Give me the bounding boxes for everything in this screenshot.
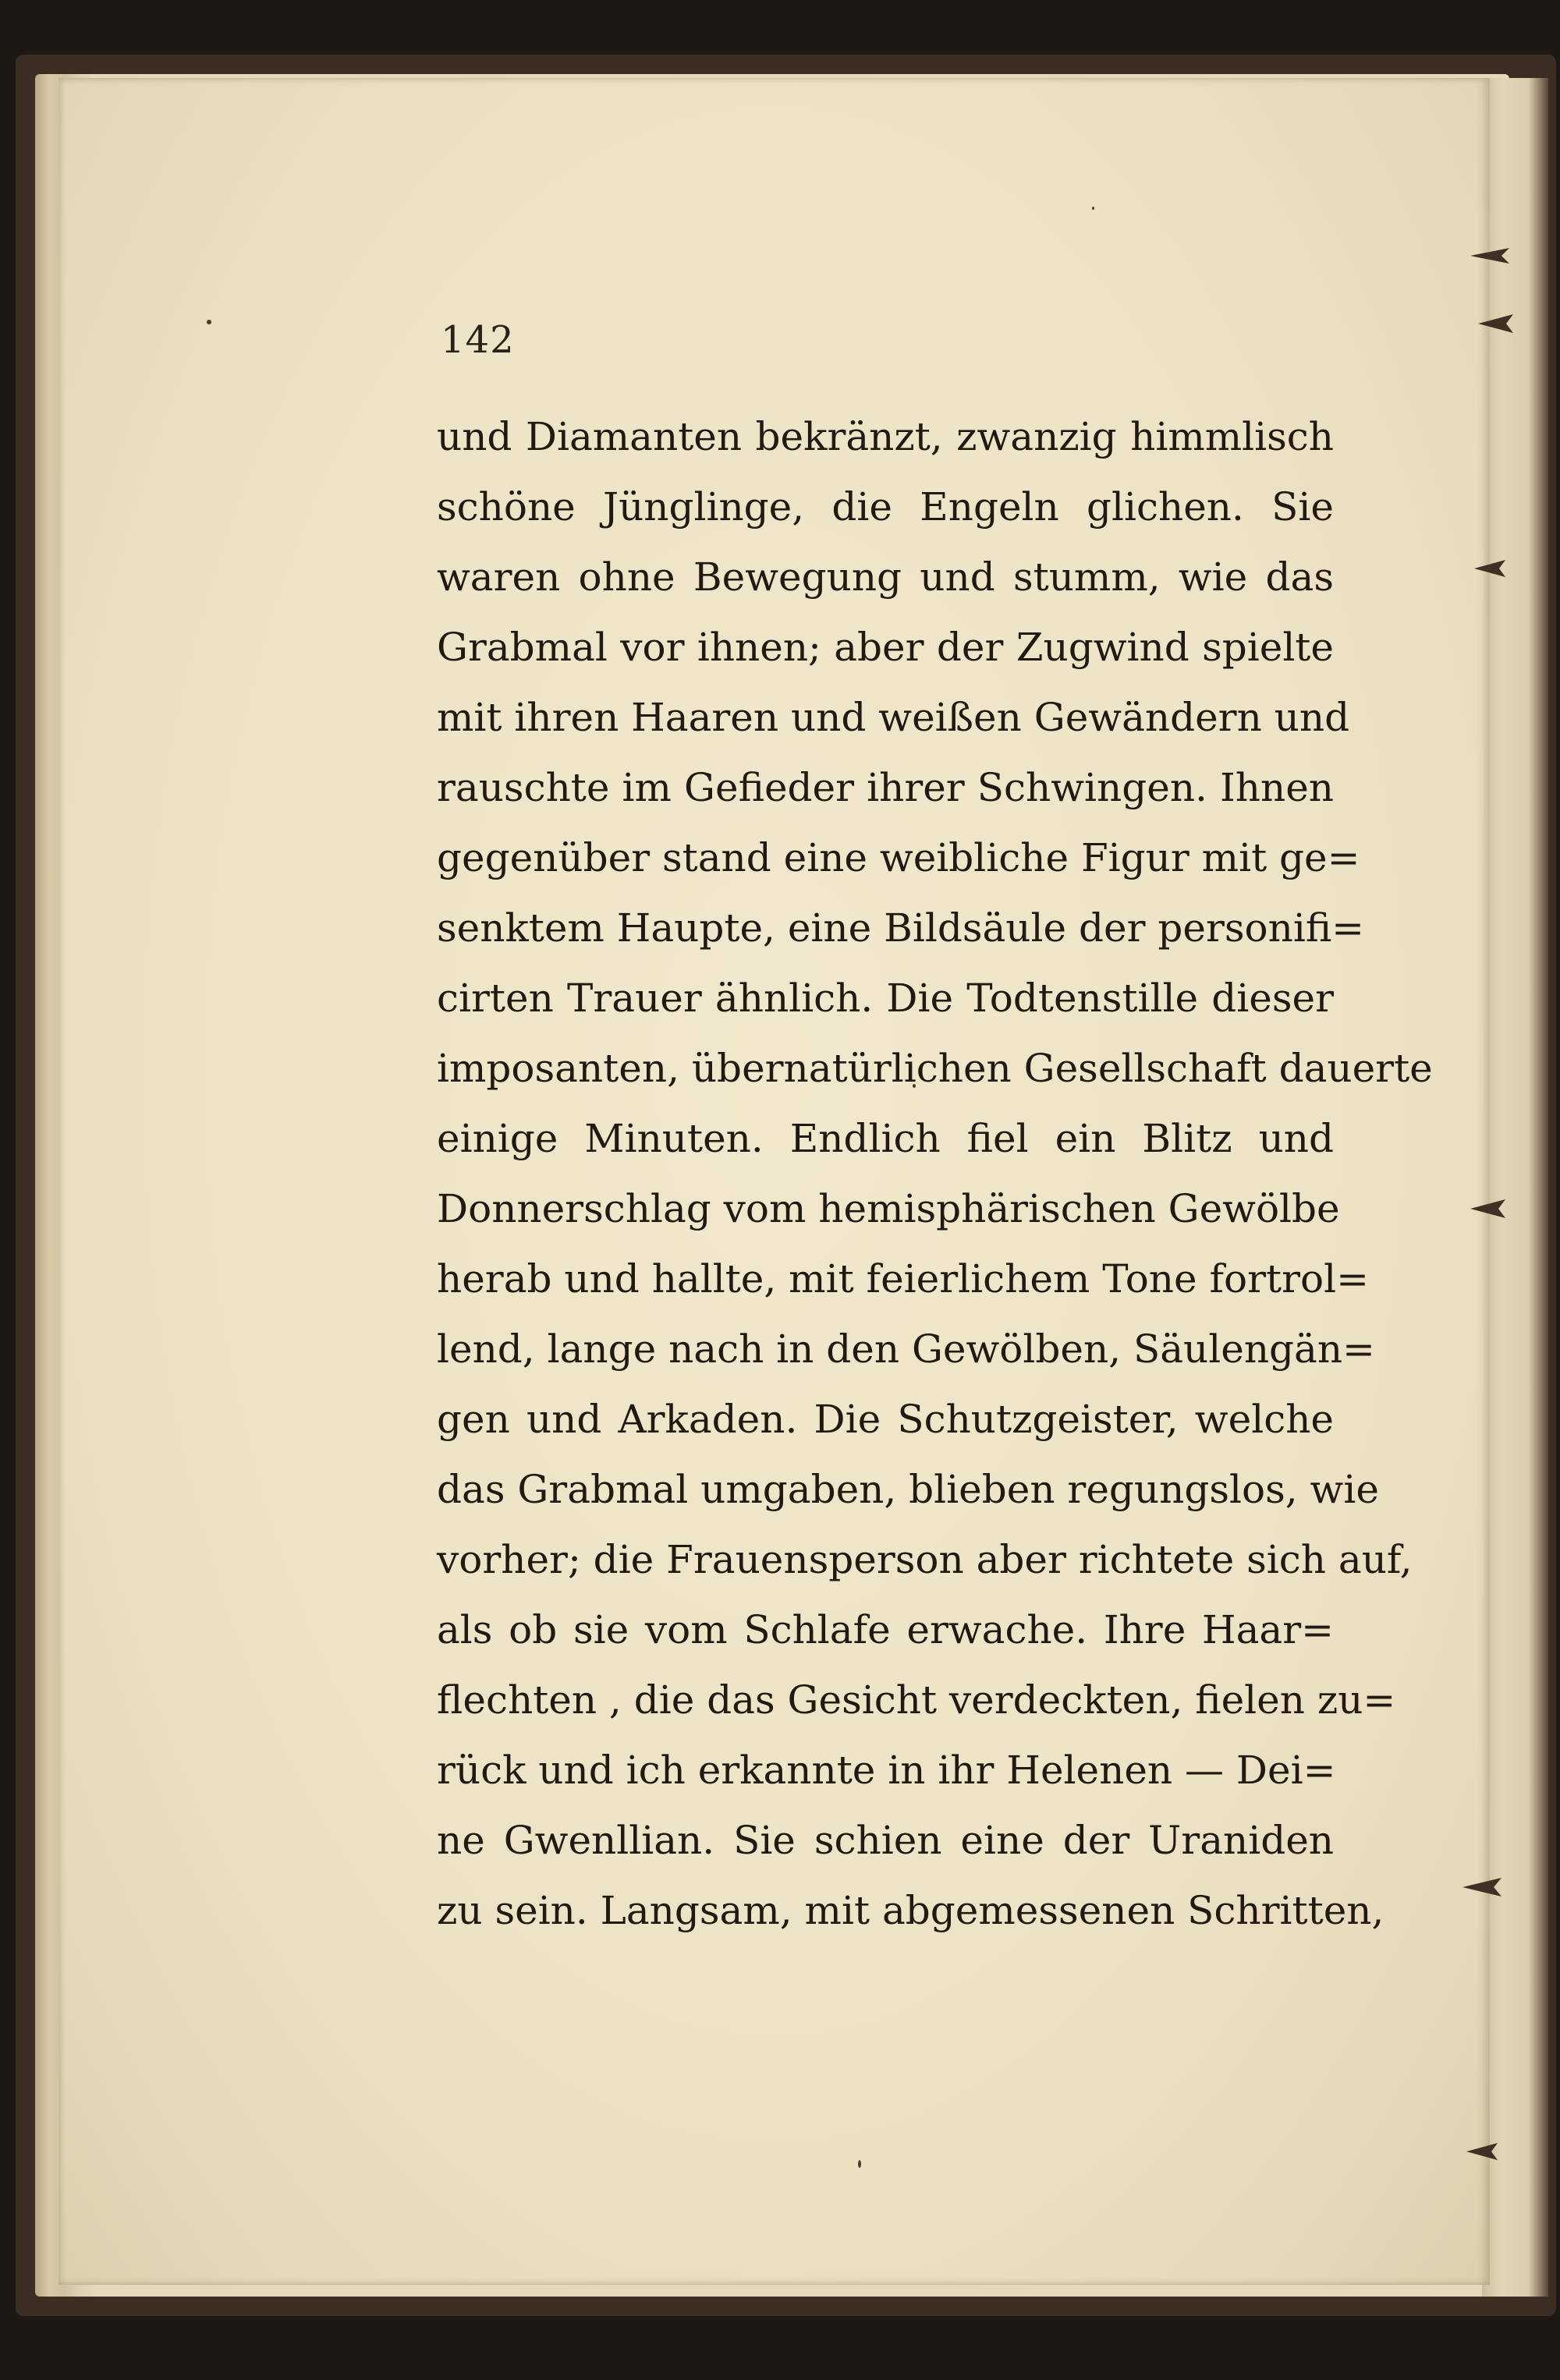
- text-line: herab und hallte, mit feierlichem Tone fortrol=: [437, 1256, 1369, 1302]
- text-line: imposanten, übernatürlichen Gesellschaft dauerte: [437, 1046, 1433, 1091]
- paper-speck: [1092, 207, 1094, 210]
- paper-speck: [858, 2160, 861, 2168]
- text-line: waren ohne Bewegung und stumm, wie das: [437, 554, 1334, 600]
- body-text: [437, 402, 1433, 1946]
- text-line: und Diamanten bekränzt, zwanzig himmlisch: [437, 414, 1334, 459]
- book-gutter: [1482, 78, 1548, 2297]
- text-line: als ob sie vom Schlafe erwache. Ihre Haar=: [437, 1607, 1334, 1652]
- text-line: rück und ich erkannte in ihr Helenen — Dei=: [437, 1748, 1336, 1793]
- text-line: gegenüber stand eine weibliche Figur mit ge=: [437, 835, 1360, 880]
- text-line: Grabmal vor ihnen; aber der Zugwind spielte: [437, 625, 1334, 670]
- text-line: senktem Haupte, eine Bildsäule der personifi=: [437, 905, 1365, 951]
- text-line: lend, lange nach in den Gewölben, Säulengän=: [437, 1326, 1375, 1372]
- text-line: Donnerschlag vom hemisphärischen Gewölbe: [437, 1186, 1340, 1231]
- text-line: cirten Trauer ähnlich. Die Todtenstille dieser: [437, 976, 1334, 1021]
- text-line: mit ihren Haaren und weißen Gewändern und: [437, 695, 1350, 740]
- text-line: rauschte im Gefieder ihrer Schwingen. Ihnen: [437, 765, 1334, 810]
- text-line: einige Minuten. Endlich fiel ein Blitz und: [437, 1116, 1334, 1161]
- text-line: ne Gwenllian. Sie schien eine der Uraniden: [437, 1818, 1334, 1863]
- text-line: zu sein. Langsam, mit abgemessenen Schritten,: [437, 1888, 1384, 1933]
- text-line: vorher; die Frauensperson aber richtete sich auf,: [437, 1537, 1413, 1582]
- text-line: gen und Arkaden. Die Schutzgeister, welche: [437, 1397, 1334, 1442]
- text-line: das Grabmal umgaben, blieben regungslos, wie: [437, 1467, 1379, 1512]
- paper-speck: [207, 320, 211, 324]
- text-line: schöne Jünglinge, die Engeln glichen. Sie: [437, 484, 1334, 529]
- text-line: flechten , die das Gesicht verdeckten, fielen zu=: [437, 1677, 1396, 1723]
- page-number: 142: [441, 318, 515, 362]
